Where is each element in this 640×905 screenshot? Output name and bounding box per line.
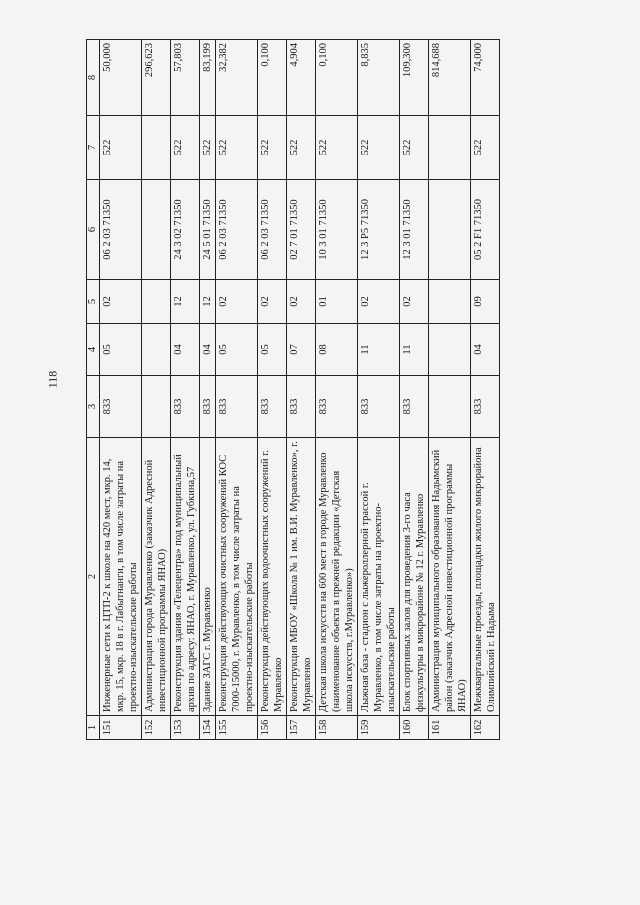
code-7-cell: 522 xyxy=(100,116,142,180)
row-number-cell: 160 xyxy=(400,716,429,740)
table-row xyxy=(142,40,171,740)
amount-cell: 4,904 xyxy=(287,40,316,116)
code-4-cell: 04 xyxy=(200,324,216,376)
table-row xyxy=(429,40,471,740)
object-name-cell: Здание ЗАГС г. Муравленко xyxy=(200,438,216,716)
page-number: 118 xyxy=(45,370,60,389)
code-3-cell: 833 xyxy=(216,376,258,438)
amount-cell: 32,382 xyxy=(216,40,258,116)
object-name-cell: Администрация муниципального образования Надымский район (заказчик Адресной инвестиционной программы ЯНАО) xyxy=(429,438,471,716)
code-6-cell: 10 3 01 71350 xyxy=(316,180,358,280)
code-7-cell xyxy=(142,116,171,180)
code-5-cell: 09 xyxy=(471,280,500,324)
code-6-cell: 12 3 P5 71350 xyxy=(358,180,400,280)
header-cell: 1 xyxy=(87,716,100,740)
code-6-cell: 02 7 01 71350 xyxy=(287,180,316,280)
amount-cell: 83,199 xyxy=(200,40,216,116)
code-5-cell: 01 xyxy=(316,280,358,324)
code-3-cell: 833 xyxy=(400,376,429,438)
code-6-cell xyxy=(142,180,171,280)
table-row xyxy=(171,40,200,740)
code-3-cell: 833 xyxy=(200,376,216,438)
code-7-cell: 522 xyxy=(258,116,287,180)
code-6-cell: 06 2 03 71350 xyxy=(258,180,287,280)
object-name-cell: Лыжная база - стадион с лыжероллерной трассой г. Муравленко, в том числе затраты на проектно-изыскательские работы xyxy=(358,438,400,716)
code-4-cell: 05 xyxy=(216,324,258,376)
object-name-cell: Реконструкция действующих очистных сооружений КОС 7000-15000, г. Муравленко, в том числе затраты на проектно-изыскательские работы xyxy=(216,438,258,716)
table-row xyxy=(400,40,429,740)
row-number-cell: 156 xyxy=(258,716,287,740)
code-4-cell: 05 xyxy=(100,324,142,376)
code-4-cell: 11 xyxy=(358,324,400,376)
code-6-cell: 24 5 01 71350 xyxy=(200,180,216,280)
header-cell: 8 xyxy=(87,40,100,116)
row-number-cell: 152 xyxy=(142,716,171,740)
amount-cell: 74,000 xyxy=(471,40,500,116)
code-4-cell: 04 xyxy=(171,324,200,376)
amount-cell: 296,623 xyxy=(142,40,171,116)
code-3-cell: 833 xyxy=(171,376,200,438)
object-name-cell: Реконструкция действующих водоочистных сооружений г. Муравленко xyxy=(258,438,287,716)
header-cell: 6 xyxy=(87,180,100,280)
header-cell: 3 xyxy=(87,376,100,438)
code-5-cell: 12 xyxy=(200,280,216,324)
table-row xyxy=(316,40,358,740)
header-cell: 7 xyxy=(87,116,100,180)
table-row xyxy=(358,40,400,740)
code-4-cell xyxy=(429,324,471,376)
header-row xyxy=(87,40,100,740)
code-5-cell: 02 xyxy=(400,280,429,324)
object-name-cell: Инженерные сети к ЦТП-2 к школе на 420 мест, мкр. 14, мкр. 15, мкр. 18 в г. Лабытнанги, в том числе затраты на проектно-изыскательские работы xyxy=(100,438,142,716)
code-5-cell: 12 xyxy=(171,280,200,324)
table-row xyxy=(258,40,287,740)
header-cell: 2 xyxy=(87,438,100,716)
object-name-cell: Межквартальные проезды, площадки жилого микрорайона Олимпийский г. Надыма xyxy=(471,438,500,716)
row-number-cell: 151 xyxy=(100,716,142,740)
code-4-cell xyxy=(142,324,171,376)
code-6-cell: 06 2 03 71350 xyxy=(100,180,142,280)
code-7-cell: 522 xyxy=(400,116,429,180)
code-6-cell: 06 2 03 71350 xyxy=(216,180,258,280)
code-7-cell: 522 xyxy=(287,116,316,180)
amount-cell: 814,688 xyxy=(429,40,471,116)
code-7-cell: 522 xyxy=(200,116,216,180)
code-6-cell: 24 3 02 71350 xyxy=(171,180,200,280)
code-4-cell: 08 xyxy=(316,324,358,376)
row-number-cell: 153 xyxy=(171,716,200,740)
code-4-cell: 07 xyxy=(287,324,316,376)
code-5-cell xyxy=(142,280,171,324)
table-row xyxy=(100,40,142,740)
code-3-cell: 833 xyxy=(316,376,358,438)
row-number-cell: 154 xyxy=(200,716,216,740)
row-number-cell: 161 xyxy=(429,716,471,740)
code-7-cell: 522 xyxy=(316,116,358,180)
table-row xyxy=(287,40,316,740)
amount-cell: 109,300 xyxy=(400,40,429,116)
code-5-cell xyxy=(429,280,471,324)
code-7-cell: 522 xyxy=(471,116,500,180)
code-6-cell xyxy=(429,180,471,280)
code-6-cell: 05 2 F1 71350 xyxy=(471,180,500,280)
object-name-cell: Детская школа искусств на 600 мест в городе Муравленко (наименование объекта в прежней редакции «Детская школа искусств, г.Муравленко») xyxy=(316,438,358,716)
code-3-cell: 833 xyxy=(287,376,316,438)
code-5-cell: 02 xyxy=(287,280,316,324)
code-5-cell: 02 xyxy=(258,280,287,324)
code-3-cell: 833 xyxy=(358,376,400,438)
budget-table-container xyxy=(86,40,620,740)
code-7-cell: 522 xyxy=(216,116,258,180)
amount-cell: 8,835 xyxy=(358,40,400,116)
code-7-cell: 522 xyxy=(358,116,400,180)
code-3-cell: 833 xyxy=(100,376,142,438)
table-row xyxy=(200,40,216,740)
amount-cell: 0,100 xyxy=(316,40,358,116)
code-4-cell: 11 xyxy=(400,324,429,376)
object-name-cell: Администрация города Муравленко (заказчик Адресной инвестиционной программы ЯНАО) xyxy=(142,438,171,716)
table-row xyxy=(471,40,500,740)
amount-cell: 50,000 xyxy=(100,40,142,116)
budget-table xyxy=(86,39,500,740)
object-name-cell: Реконструкция здания «Телецентра» под муниципальный архив по адресу: ЯНАО, г. Муравленко, ул. Губкина,57 xyxy=(171,438,200,716)
object-name-cell: Реконструкция МБОУ «Школа № 1 им. В.И. Муравленко», г. Муравленко xyxy=(287,438,316,716)
rotated-page xyxy=(86,40,620,740)
code-5-cell: 02 xyxy=(100,280,142,324)
row-number-cell: 162 xyxy=(471,716,500,740)
object-name-cell: Блок спортивных залов для проведения 3-го часа физкультуры в микрорайоне № 12 г. Муравленко xyxy=(400,438,429,716)
code-5-cell: 02 xyxy=(216,280,258,324)
table-row xyxy=(216,40,258,740)
code-3-cell: 833 xyxy=(258,376,287,438)
code-3-cell xyxy=(142,376,171,438)
code-4-cell: 04 xyxy=(471,324,500,376)
code-7-cell: 522 xyxy=(171,116,200,180)
code-5-cell: 02 xyxy=(358,280,400,324)
amount-cell: 0,100 xyxy=(258,40,287,116)
amount-cell: 57,803 xyxy=(171,40,200,116)
row-number-cell: 157 xyxy=(287,716,316,740)
header-cell: 4 xyxy=(87,324,100,376)
row-number-cell: 159 xyxy=(358,716,400,740)
row-number-cell: 158 xyxy=(316,716,358,740)
code-4-cell: 05 xyxy=(258,324,287,376)
code-7-cell xyxy=(429,116,471,180)
code-6-cell: 12 3 01 71350 xyxy=(400,180,429,280)
row-number-cell: 155 xyxy=(216,716,258,740)
code-3-cell xyxy=(429,376,471,438)
header-cell: 5 xyxy=(87,280,100,324)
code-3-cell: 833 xyxy=(471,376,500,438)
